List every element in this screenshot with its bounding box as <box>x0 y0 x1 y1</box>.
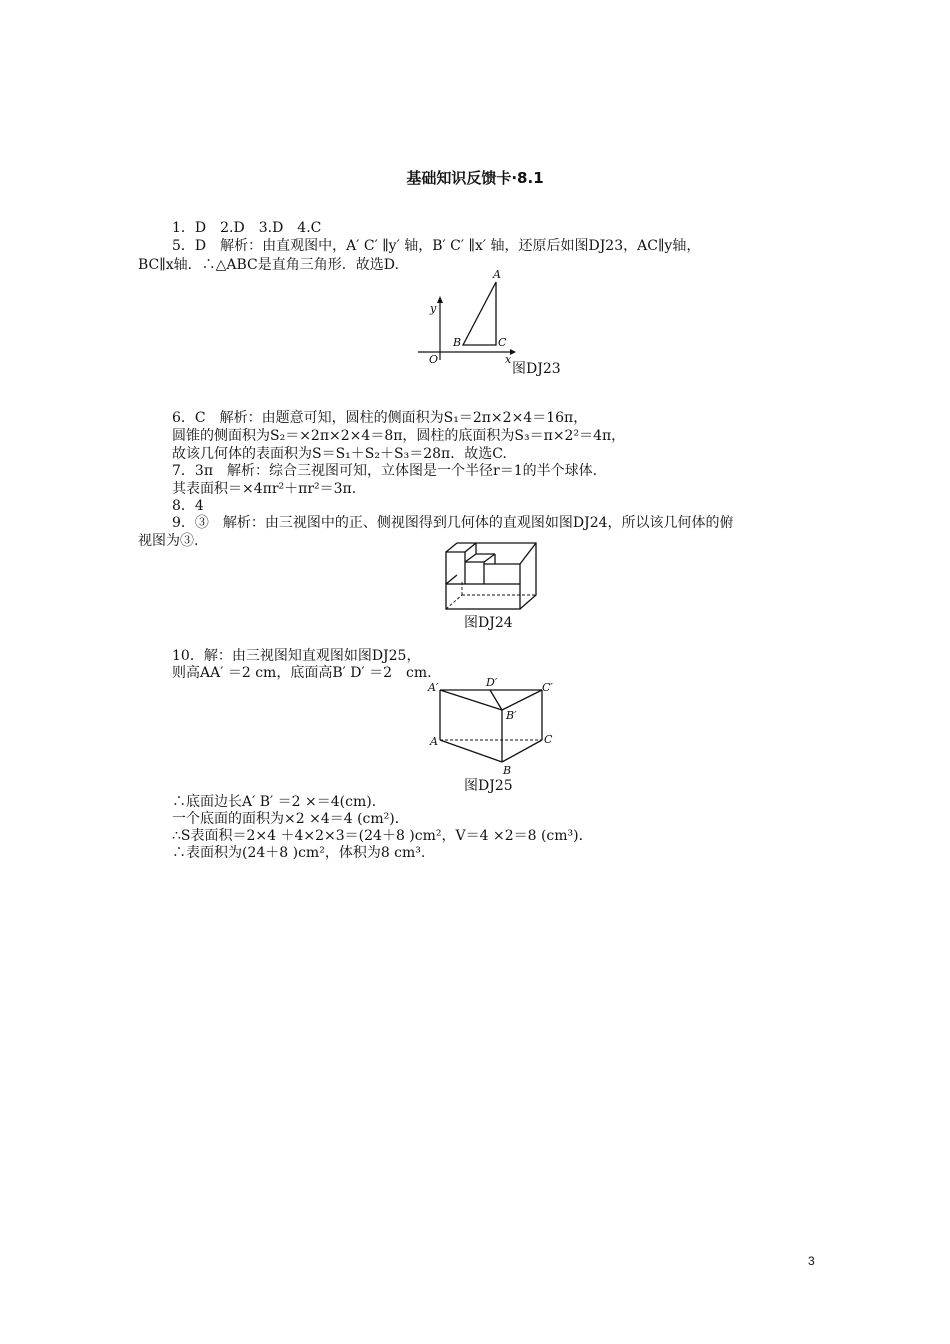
page-number: 3 <box>808 1254 815 1268</box>
answer-line-1: 1．D 2.D 3.D 4.C <box>172 220 322 236</box>
answer-line-13: 则高AA′ ＝2 cm，底面高B′ D′ ＝2 cm. <box>172 665 432 681</box>
caption-dj23: 图DJ23 <box>512 361 561 377</box>
label-a: A <box>493 268 501 281</box>
label-b: B <box>453 336 462 349</box>
answer-line-4: 6．C 解析：由题意可知，圆柱的侧面积为S₁＝2π×2×4＝16π， <box>172 410 588 426</box>
label-c: C <box>544 733 553 746</box>
answer-line-9: 8．4 <box>172 498 204 514</box>
caption-dj24: 图DJ24 <box>464 615 513 631</box>
answer-line-11: 视图为③. <box>138 533 199 549</box>
answer-line-17: ∴表面积为(24＋8 )cm²，体积为8 cm³. <box>172 845 426 861</box>
label-b: B <box>503 764 512 777</box>
answer-line-6: 故该几何体的表面积为S＝S₁＋S₂＋S₃＝28π．故选C. <box>172 446 507 462</box>
figure-dj24 <box>440 540 545 612</box>
label-a-prime: A′ <box>428 681 439 694</box>
answer-line-16: ∴S表面积＝2×4 ＋4×2×3＝(24＋8 )cm²，V＝4 ×2＝8 (cm³)． <box>172 828 593 844</box>
answer-line-14: ∴底面边长A′ B′ ＝2 ×＝4(cm)． <box>172 794 386 810</box>
answer-line-3: BC∥x轴．∴△ABC是直角三角形．故选D. <box>138 257 399 273</box>
figure-dj23 <box>410 265 590 380</box>
label-y: y <box>430 302 437 315</box>
label-c-prime: C′ <box>542 681 553 694</box>
answer-line-2: 5．D 解析：由直观图中，A′ C′ ∥y′ 轴，B′ C′ ∥x′ 轴，还原后如图DJ23，AC∥y轴， <box>172 238 701 254</box>
answer-line-5: 圆锥的侧面积为S₂＝×2π×2×4＝8π，圆柱的底面积为S₃＝π×2²＝4π， <box>172 428 626 444</box>
answer-line-7: 7．3π 解析：综合三视图可知，立体图是一个半径r＝1的半个球体． <box>172 463 607 479</box>
figure-dj25 <box>420 675 570 780</box>
answer-line-10: 9．③ 解析：由三视图中的正、侧视图得到几何体的直观图如图DJ24，所以该几何体的俯 <box>172 515 734 531</box>
label-x: x <box>505 353 512 366</box>
label-c: C <box>498 336 507 349</box>
page-title: 基础知识反馈卡·8.1 <box>406 169 544 187</box>
answer-line-15: 一个底面的面积为×2 ×4＝4 (cm²)． <box>172 811 409 827</box>
label-o: O <box>429 353 439 366</box>
label-a: A <box>430 735 438 748</box>
answer-line-8: 其表面积＝×4πr²＋πr²＝3π. <box>172 481 357 497</box>
label-b-prime: B′ <box>506 709 517 722</box>
answer-line-12: 10．解：由三视图知直观图如图DJ25， <box>172 648 421 664</box>
label-d-prime: D′ <box>486 676 498 689</box>
caption-dj25: 图DJ25 <box>464 778 513 794</box>
